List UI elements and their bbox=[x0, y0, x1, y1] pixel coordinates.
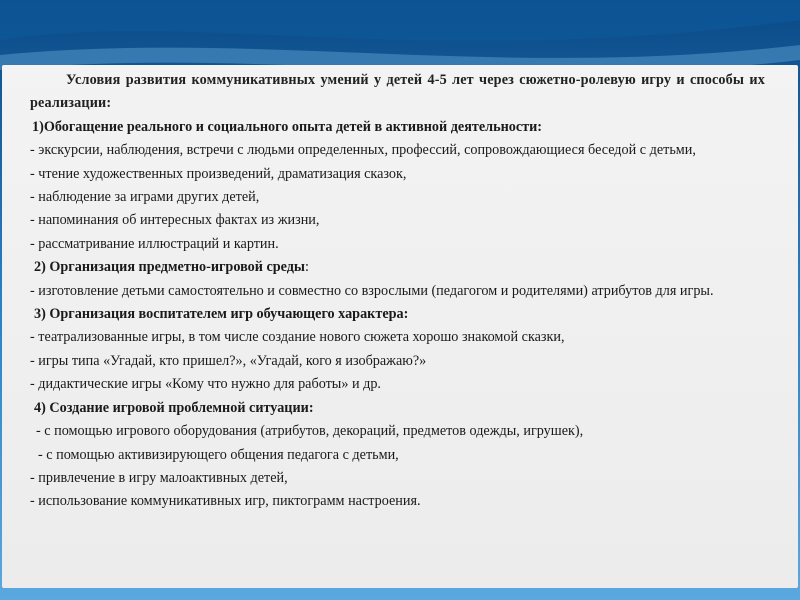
list-item: - дидактические игры «Кому что нужно для работы» и др. bbox=[30, 376, 381, 393]
list-item: - напоминания об интересных фактах из жизни, bbox=[30, 212, 320, 229]
list-item: - наблюдение за играми других детей, bbox=[30, 189, 260, 206]
section-heading-2 bbox=[30, 256, 765, 279]
section-heading-1: 1)Обогащение реального и социального опыта детей в активной деятельности: bbox=[32, 118, 543, 135]
section-heading-4: 4) Создание игровой проблемной ситуации: bbox=[34, 399, 314, 416]
list-item: - привлечение в игру малоактивных детей, bbox=[30, 469, 288, 486]
list-item: - чтение художественных произведений, драматизация сказок, bbox=[30, 165, 407, 182]
slide-title: Условия развития коммуникативных умений у детей 4-5 лет через сюжетно-ролевую игру и способы их реализации: bbox=[30, 72, 765, 112]
section-heading-3: 3) Организация воспитателем игр обучающего характера: bbox=[34, 306, 409, 323]
slide-content bbox=[30, 69, 765, 514]
list-item: - изготовление детьми самостоятельно и совместно со взрослыми (педагогом и родителями) атрибутов для игры. bbox=[30, 282, 714, 299]
list-item: - театрализованные игры, в том числе создание нового сюжета хорошо знакомой сказки, bbox=[30, 329, 565, 346]
list-item: - экскурсии, наблюдения, встречи с людьми определенных, профессий, сопровождающиеся беседой с детьми, bbox=[30, 142, 696, 159]
list-item: - с помощью активизирующего общения педагога с детьми, bbox=[38, 446, 399, 463]
list-item: - рассматривание иллюстраций и картин. bbox=[30, 235, 279, 252]
section-heading-2-colon: : bbox=[305, 259, 309, 276]
list-item: - с помощью игрового оборудования (атрибутов, декораций, предметов одежды, игрушек), bbox=[36, 423, 584, 440]
section-heading-2-text: 2) Организация предметно-игровой среды bbox=[34, 259, 305, 276]
list-item: - игры типа «Угадай, кто пришел?», «Угадай, кого я изображаю?» bbox=[30, 352, 427, 369]
list-item: - использование коммуникативных игр, пиктограмм настроения. bbox=[30, 493, 421, 510]
